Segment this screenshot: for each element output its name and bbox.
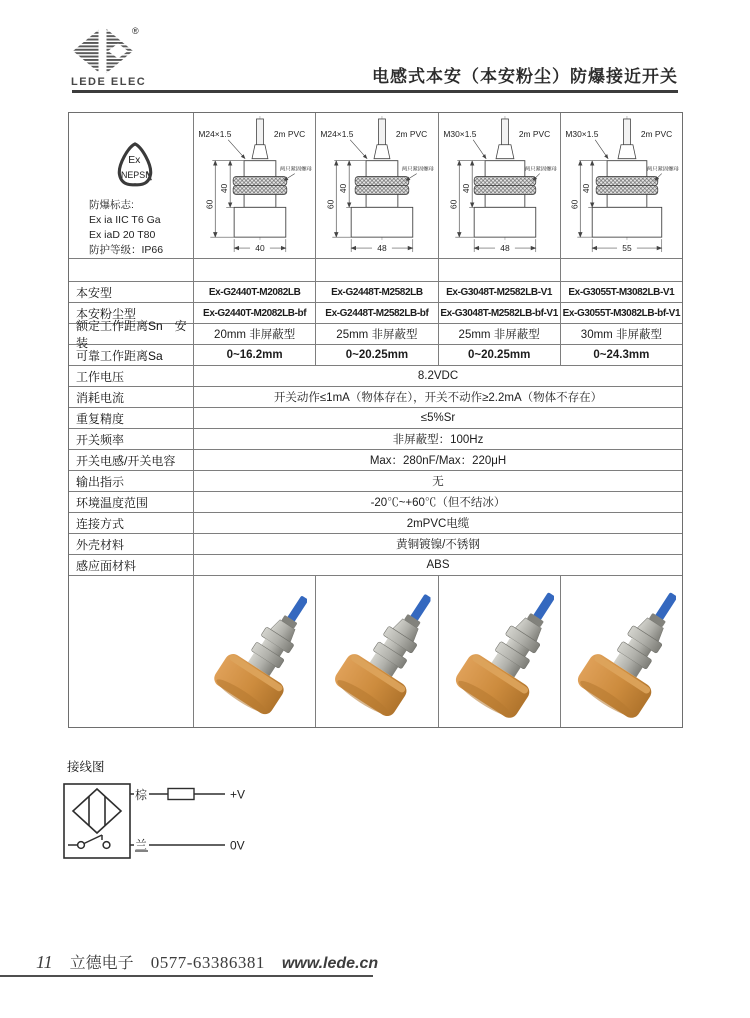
row-label: 开关电感/开关电容 [69,450,194,470]
cell-value: 非屏蔽型：100Hz [392,434,484,446]
model-value: Ex-G2448T-M2582LB-bf [316,303,438,323]
cell-value: ABS [426,559,450,571]
page-title: 电感式本安（本安粉尘）防爆接近开关 [372,67,678,86]
nepsi-ex-logo-icon [102,141,168,188]
svg-text:40: 40 [460,183,471,194]
row-label: 本安型 [69,282,194,302]
row-label: 感应面材料 [69,555,194,575]
resistor-symbol [168,789,194,800]
thread-label: M30×1.5 [442,128,476,139]
row-label: 消耗电流 [69,387,194,407]
svg-text:55: 55 [622,243,632,254]
cert-line: Ex iaD 20 T80 [89,229,156,242]
table-row [69,534,682,555]
cell-value: 25mm 非屏蔽型 [439,324,561,344]
footer-phone: 0577-63386381 [150,953,265,972]
cell-value: 20mm 非屏蔽型 [194,324,316,344]
svg-text:40: 40 [580,183,591,194]
cert-label: 防爆标志: [89,199,134,212]
row-label: 开关频率 [69,429,194,449]
svg-text:Ex: Ex [127,155,140,167]
row-label: 额定工作距离Sn 安装 [69,324,194,344]
table-row [69,408,682,429]
dimension-drawing-m30-55 [561,113,682,258]
svg-text:48: 48 [377,243,387,254]
cert-line: 防护等级：IP66 [89,244,164,257]
spec-table [68,112,683,728]
cert-line: Ex ia IIC T6 Ga [89,214,161,227]
model-value: Ex-G2440T-M2082LB [194,282,316,302]
table-row [69,429,682,450]
sensor-photo-icon [440,577,558,727]
thread-label: M24×1.5 [198,128,232,139]
cell-value: 黄铜镀镍/不锈钢 [396,539,480,551]
nuts-label: 两只紧固螺母 [524,166,557,173]
row-label: 可靠工作距离Sa [69,345,194,365]
svg-text:48: 48 [499,243,510,254]
cell-value: 30mm 非屏蔽型 [580,329,662,341]
model-value: Ex-G3055T-M3082LB-V1 [568,286,675,298]
switch-contact-symbol [68,835,110,848]
cell-value: 25mm 非屏蔽型 [316,324,438,344]
svg-text:40: 40 [219,183,230,194]
spacer-row [69,259,682,282]
cable-label: 2m PVC [396,128,428,139]
certification-text [76,198,163,258]
nuts-label: 两只紧固螺母 [646,166,679,173]
svg-text:40: 40 [255,243,265,254]
blue-wire-label: 兰 [134,838,148,852]
cable-label: 2m PVC [640,128,673,139]
row-label: 工作电压 [69,366,194,386]
svg-text:60: 60 [325,199,336,210]
cell-value: 0~16.2mm [194,345,316,365]
product-photo [316,576,438,727]
cell-value: 0~24.3mm [593,349,650,361]
cell-value: 8.2VDC [417,370,459,382]
table-row [69,492,682,513]
row-label: 外壳材料 [69,534,194,554]
cable-label: 2m PVC [273,128,306,139]
sensor-photo-icon [203,581,307,723]
dimension-drawing-m30-48 [439,113,561,258]
footer [36,950,378,973]
product-photo [194,576,316,727]
cell-value: 0~20.25mm [316,345,438,365]
cable-label: 2m PVC [518,128,550,139]
product-photo [561,576,682,727]
table-row [69,387,682,408]
certification-cell [69,113,194,258]
row-label: 本安粉尘型 [69,303,194,323]
logo-wordmark: LEDE ELEC [71,76,147,88]
nuts-label: 两只紧固螺母 [402,166,435,173]
model-value: Ex-G3048T-M2582LB-bf-V1 [439,303,561,323]
cell-value: -20℃~+60℃（但不结冰） [370,497,506,509]
table-row [69,319,682,350]
sensor-photo-icon [561,577,681,727]
page-number: 11 [36,952,53,972]
cell-value: 2mPVC电缆 [406,518,470,530]
proximity-sensor-symbol [73,789,121,833]
cell-value: 无 [432,476,444,488]
model-value: Ex-G3048T-M2582LB-V1 [439,282,561,302]
wiring-diagram [55,775,305,875]
dimension-drawing-m24-40 [194,113,316,258]
brown-wire-label: 棕 [134,788,148,802]
zero-v-terminal: 0V [230,838,245,853]
table-row [69,450,682,471]
product-photos-row [69,576,682,727]
row-label: 重复精度 [69,408,194,428]
table-row [69,555,682,576]
row-label: 输出指示 [69,471,194,491]
svg-text:NEPSI: NEPSI [120,170,148,181]
dimension-drawing-m24-48 [316,113,438,258]
model-value: Ex-G3055T-M3082LB-bf-V1 [562,307,681,319]
cell-value: 开关动作≤1mA（物体存在），开关不动作≥2.2mA（物体不存在） [273,392,603,404]
header-rule [72,90,678,93]
drawings-row [69,113,682,259]
row-label: 环境温度范围 [69,492,194,512]
plus-v-terminal: +V [230,787,246,802]
product-photo [439,576,561,727]
thread-label: M24×1.5 [320,128,354,139]
footer-website: www.lede.cn [281,955,379,972]
cell-value: Max：280nF/Max：220μH [369,455,507,467]
svg-text:60: 60 [204,199,215,210]
model-value: Ex-G2440T-M2082LB-bf [194,303,316,323]
footer-rule [0,975,373,977]
table-row [69,345,682,366]
sensor-photo-icon [323,579,431,725]
table-row [69,513,682,534]
cell-value: 0~20.25mm [439,345,561,365]
svg-text:40: 40 [338,183,349,194]
nuts-label: 两只紧固螺母 [279,166,313,173]
table-row [69,366,682,387]
registered-mark-icon: ® [132,26,139,36]
table-row [69,471,682,492]
svg-text:60: 60 [447,199,458,210]
svg-text:60: 60 [569,199,580,210]
model-value: Ex-G2448T-M2582LB [316,282,438,302]
thread-label: M30×1.5 [565,128,599,139]
cell-value: ≤5%Sr [420,412,456,424]
footer-company: 立德电子 [69,955,134,972]
row-label: 连接方式 [69,513,194,533]
lede-logo [72,25,140,77]
wiring-diagram-title: 接线图 [67,760,105,774]
table-row [69,282,682,303]
